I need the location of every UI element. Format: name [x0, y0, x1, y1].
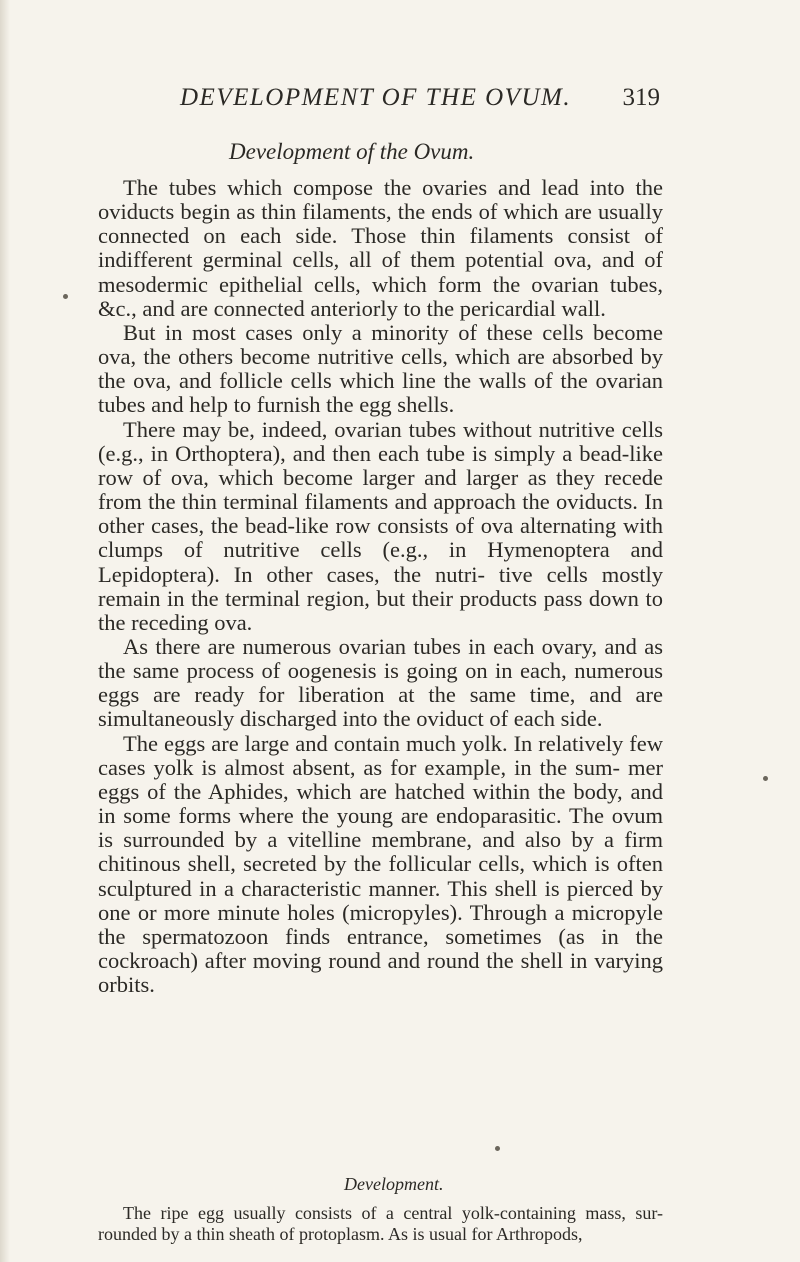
page-edge-shadow [0, 0, 10, 1262]
paragraph: The tubes which compose the ovaries and lead into the oviducts begin as thin filaments, the ends of which are usually connected on each side. Those thin filaments consist of indifferent germinal cells, all of them potential ova, and of mesodermic epithelial cells, which form the ovarian tubes, &c., and are connected anteriorly to the pericardial wall. [98, 175, 663, 321]
section-title: Development of the Ovum. [229, 139, 475, 164]
margin-mark [763, 776, 768, 781]
paragraph: There may be, indeed, ovarian tubes without nutritive cells (e.g., in Orthoptera), and then each tube is simply a bead-like row of ova, which become larger and larger as they recede from the thin terminal filaments and approach the oviducts. In other cases, the bead-like row consists of ova alternating with clumps of nutritive cells (e.g., in Hymenoptera and Lepidoptera). In other cases, the nutri- tive cells mostly remain in the terminal region, but their products pass down to the receding ova. [98, 416, 663, 635]
page-number: 319 [622, 84, 660, 111]
subsection-title: Development. [344, 1174, 444, 1194]
paragraph: But in most cases only a minority of these cells become ova, the others become nutritive cells, which are absorbed by the ova, and follicle cells which line the walls of the ovarian tubes and help to furnish the egg shells. [98, 319, 663, 418]
subsection-text [98, 1203, 663, 1245]
margin-mark [495, 1146, 500, 1151]
paragraph: The eggs are large and contain much yolk. In relatively few cases yolk is almost absent, as for example, in the sum- mer eggs of the Aphides, which are hatched within the body, and in some forms where the young are endoparasitic. The ovum is surrounded by a vitelline membrane, and also by a firm chitinous shell, secreted by the follicular cells, which is often sculptured in a characteristic manner. This shell is pierced by one or more minute holes (micropyles). Through a micropyle the spermatozoon finds entrance, sometimes (as in the cockroach) after moving round and round the shell in varying orbits. [98, 730, 663, 998]
page-header [180, 84, 660, 124]
paragraph: The ripe egg usually consists of a central yolk-containing mass, sur- rounded by a thin sheath of protoplasm. As is usual for Arthropods, [98, 1203, 663, 1244]
body-text [98, 176, 663, 997]
paragraph: As there are numerous ovarian tubes in each ovary, and as the same process of oogenesis is going on in each, numerous eggs are ready for liberation at the same time, and are simultaneously discharged into the oviduct of each side. [98, 633, 663, 732]
running-title: DEVELOPMENT OF THE OVUM. [180, 84, 572, 111]
margin-mark [63, 294, 68, 299]
